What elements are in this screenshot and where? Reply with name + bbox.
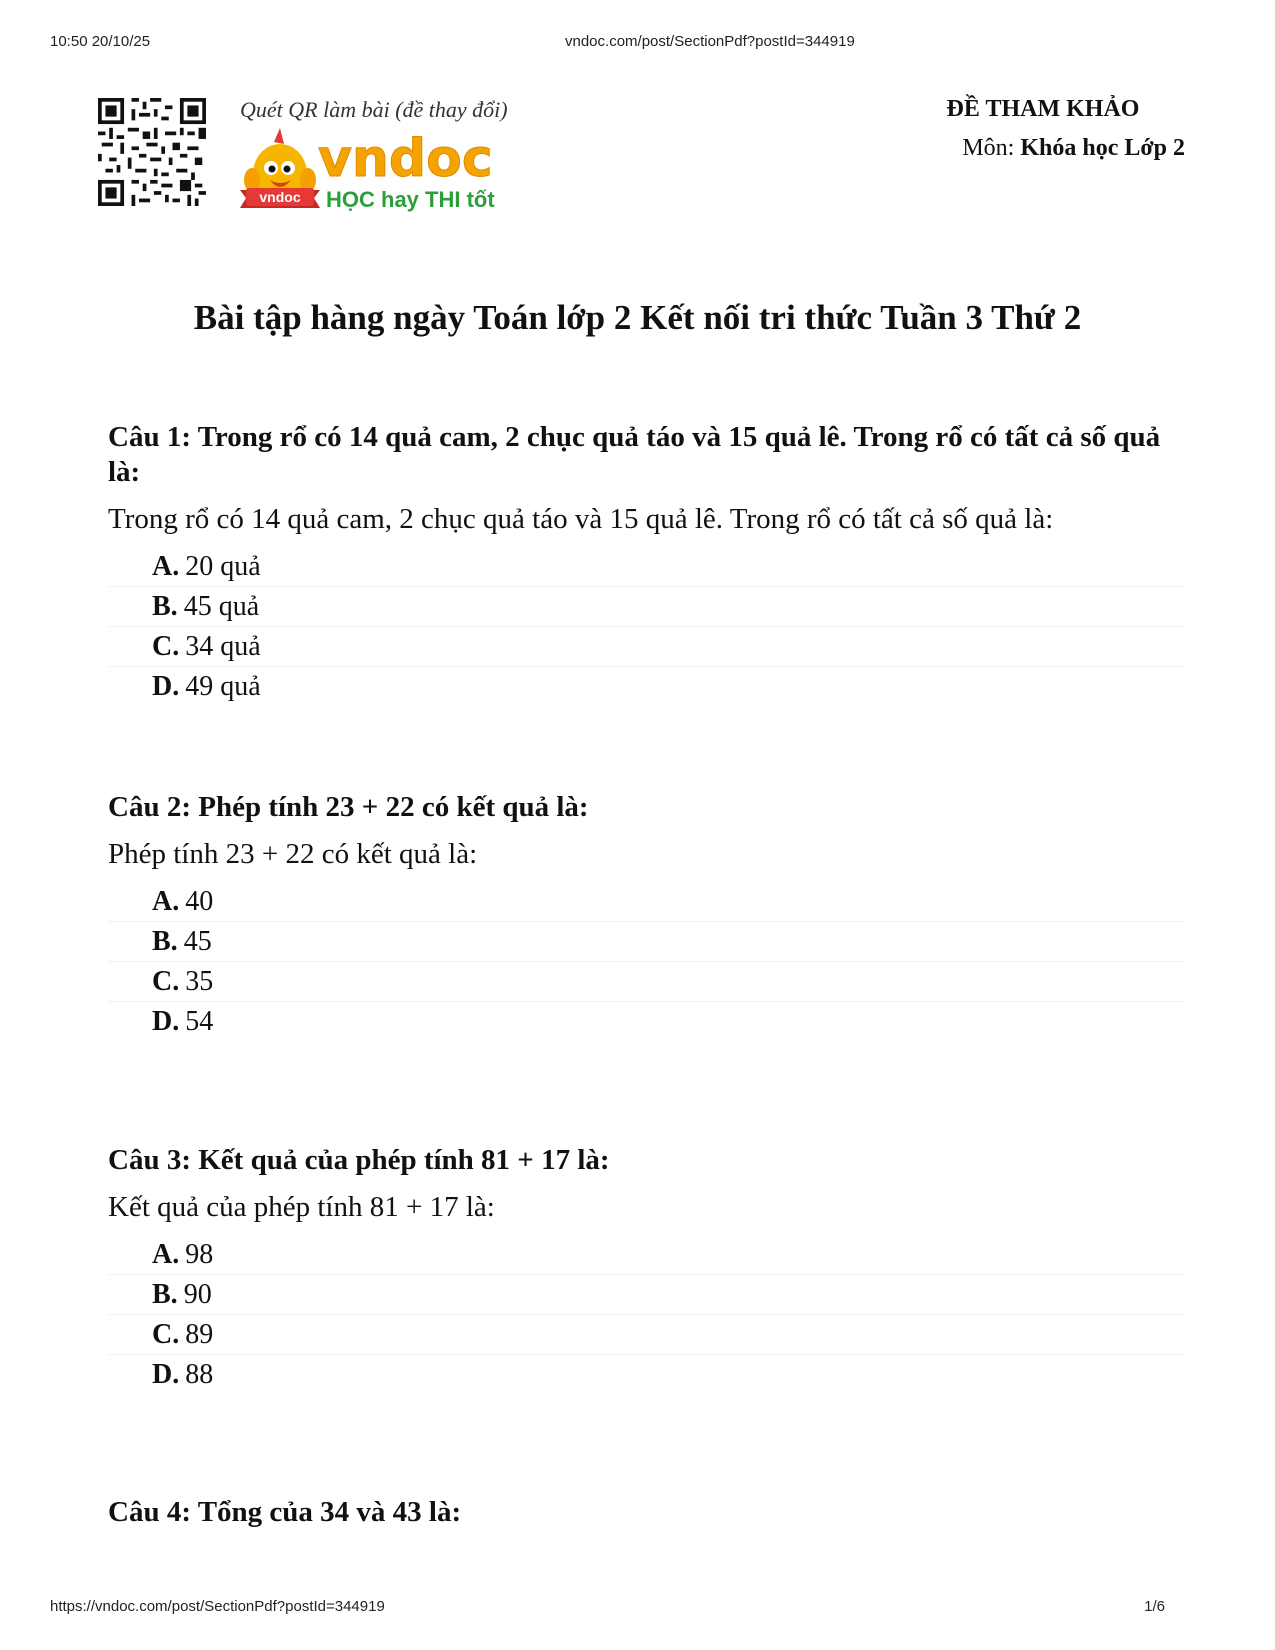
reference-label: ĐỀ THAM KHẢO xyxy=(946,96,1140,122)
question-heading: Câu 2: Phép tính 23 + 22 có kết quả là: xyxy=(108,791,589,823)
subject-line xyxy=(962,135,1185,162)
option-letter: A. xyxy=(152,551,180,582)
option-letter: C. xyxy=(152,966,180,997)
answer-option-a[interactable] xyxy=(108,547,1184,587)
option-text: 54 xyxy=(185,1006,214,1037)
logo-badge-text: vndoc xyxy=(259,189,301,205)
answer-option-d[interactable] xyxy=(108,667,1184,706)
question-heading: Câu 3: Kết quả của phép tính 81 + 17 là: xyxy=(108,1144,610,1176)
qr-caption: Quét QR làm bài (đề thay đổi) xyxy=(240,97,508,122)
option-letter: B. xyxy=(152,591,178,622)
answer-option-a[interactable] xyxy=(108,1235,1184,1275)
option-text: 89 xyxy=(185,1319,214,1350)
option-letter: A. xyxy=(152,886,180,917)
option-text: 88 xyxy=(185,1359,214,1390)
qr-code-icon[interactable] xyxy=(98,98,206,206)
option-text: 49 quả xyxy=(185,671,261,702)
option-text: 90 xyxy=(183,1279,212,1310)
option-text: 20 quả xyxy=(185,551,261,582)
subject-label: Môn: xyxy=(962,135,1015,161)
option-text: 45 quả xyxy=(183,591,260,622)
question-3 xyxy=(108,1143,1184,1394)
answer-option-c[interactable] xyxy=(108,962,1184,1002)
page-indicator: 1/6 xyxy=(1144,1598,1165,1615)
question-heading: Câu 4: Tổng của 34 và 43 là: xyxy=(108,1496,462,1528)
print-datetime: 10:50 20/10/25 xyxy=(50,33,151,50)
option-letter: C. xyxy=(152,1319,180,1350)
page-title: Bài tập hàng ngày Toán lớp 2 Kết nối tri thức Tuần 3 Thứ 2 xyxy=(193,298,1082,337)
answer-option-c[interactable] xyxy=(108,1315,1184,1355)
answer-options xyxy=(108,882,1184,1041)
option-letter: A. xyxy=(152,1239,180,1270)
answer-option-d[interactable] xyxy=(108,1002,1184,1041)
question-4 xyxy=(108,1495,1184,1530)
answer-options xyxy=(108,547,1184,706)
option-text: 34 quả xyxy=(185,631,261,662)
subject-value: Khóa học Lớp 2 xyxy=(1020,135,1185,161)
question-2 xyxy=(108,790,1184,1041)
answer-option-d[interactable] xyxy=(108,1355,1184,1394)
answer-option-b[interactable] xyxy=(108,1275,1184,1315)
option-text: 45 xyxy=(183,926,212,957)
question-text: Phép tính 23 + 22 có kết quả là: xyxy=(108,838,478,870)
option-letter: D. xyxy=(152,671,180,702)
option-text: 35 xyxy=(185,966,214,997)
answer-option-c[interactable] xyxy=(108,627,1184,667)
logo-slogan: HỌC hay THI tốt xyxy=(326,187,495,212)
answer-option-b[interactable] xyxy=(108,587,1184,627)
option-letter: B. xyxy=(152,926,178,957)
answer-option-a[interactable] xyxy=(108,882,1184,922)
answer-option-b[interactable] xyxy=(108,922,1184,962)
vndoc-logo[interactable] xyxy=(240,128,530,224)
logo-wordmark: vndoc xyxy=(318,129,493,189)
option-text: 98 xyxy=(185,1239,214,1270)
question-text: Kết quả của phép tính 81 + 17 là: xyxy=(108,1191,495,1223)
option-letter: D. xyxy=(152,1006,180,1037)
print-footer-url: https://vndoc.com/post/SectionPdf?postId=344919 xyxy=(50,1598,385,1615)
question-text: Trong rổ có 14 quả cam, 2 chục quả táo và 15 quả lê. Trong rổ có tất cả số quả là: xyxy=(108,503,1054,535)
option-letter: D. xyxy=(152,1359,180,1390)
option-letter: B. xyxy=(152,1279,178,1310)
option-text: 40 xyxy=(185,886,214,917)
answer-options xyxy=(108,1235,1184,1394)
print-header-url: vndoc.com/post/SectionPdf?postId=344919 xyxy=(565,33,855,50)
question-heading: Câu 1: Trong rổ có 14 quả cam, 2 chục quả táo và 15 quả lê. Trong rổ có tất cả số quả là: xyxy=(108,421,1161,488)
option-letter: C. xyxy=(152,631,180,662)
question-1 xyxy=(108,420,1184,706)
